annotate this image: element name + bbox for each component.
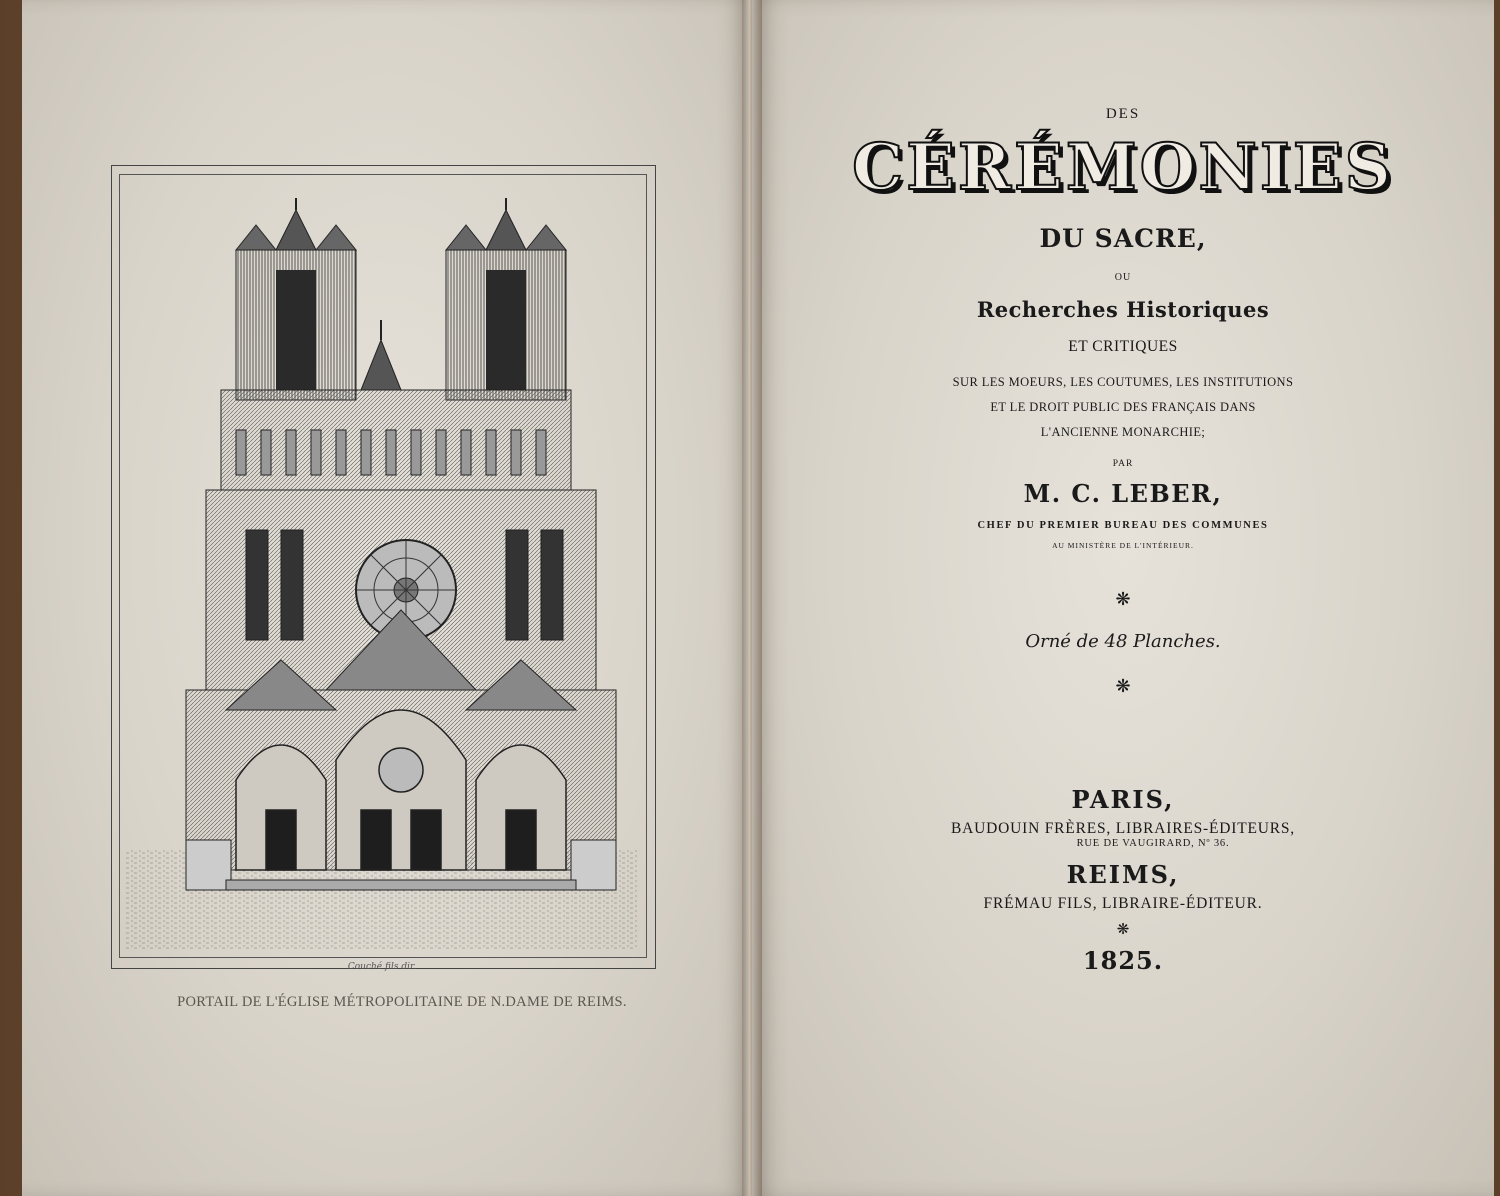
- ornament-icon: ❋: [1115, 676, 1131, 697]
- author-ministry: AU MINISTÈRE DE L'INTÉRIEUR.: [1052, 541, 1194, 550]
- publisher-address: RUE DE VAUGIRARD, Nº 36.: [1076, 838, 1230, 849]
- publisher-paris: BAUDOUIN FRÈRES, LIBRAIRES-ÉDITEURS,: [951, 820, 1295, 837]
- engraver-credit: Couché fils dir.: [347, 962, 417, 972]
- plate-caption: PORTAIL DE L'ÉGLISE MÉTROPOLITAINE DE N.DAME DE REIMS.: [177, 994, 627, 1010]
- subtitle: DU SACRE,: [1039, 224, 1207, 253]
- title-des: DES: [1105, 106, 1141, 122]
- ornament-icon: ❋: [1115, 589, 1131, 610]
- par-label: PAR: [1112, 459, 1134, 469]
- description-line-3: L'ANCIENNE MONARCHIE;: [1040, 425, 1206, 439]
- author-name: M. C. LEBER,: [1023, 479, 1223, 508]
- left-tower: [236, 198, 356, 400]
- city-paris: PARIS,: [1071, 785, 1175, 814]
- author-title: CHEF DU PREMIER BUREAU DES COMMUNES: [977, 520, 1269, 531]
- conjunction-ou: OU: [1114, 272, 1132, 283]
- description-line-2: ET LE DROIT PUBLIC DES FRANÇAIS DANS: [990, 400, 1256, 414]
- title-page: [752, 0, 1494, 1196]
- plates-note: Orné de 48 Planches.: [1025, 631, 1221, 652]
- book-gutter: [742, 0, 762, 1196]
- publisher-reims: FRÉMAU FILS, LIBRAIRE-ÉDITEUR.: [983, 895, 1263, 912]
- city-reims: REIMS,: [1066, 860, 1180, 889]
- description-line-1: SUR LES MOEURS, LES COUTUMES, LES INSTITUTIONS: [952, 375, 1294, 389]
- critiques-line: ET CRITIQUES: [1068, 338, 1178, 355]
- recherches-line: Recherches Historiques: [976, 297, 1270, 322]
- ornament-icon: ❋: [1116, 920, 1130, 938]
- right-tower: [446, 198, 566, 400]
- cathedral-engraving: [126, 190, 638, 950]
- publication-year: 1825.: [1082, 946, 1164, 975]
- frontispiece-page: [22, 0, 750, 1196]
- main-title: CÉRÉMONIES: [852, 130, 1394, 205]
